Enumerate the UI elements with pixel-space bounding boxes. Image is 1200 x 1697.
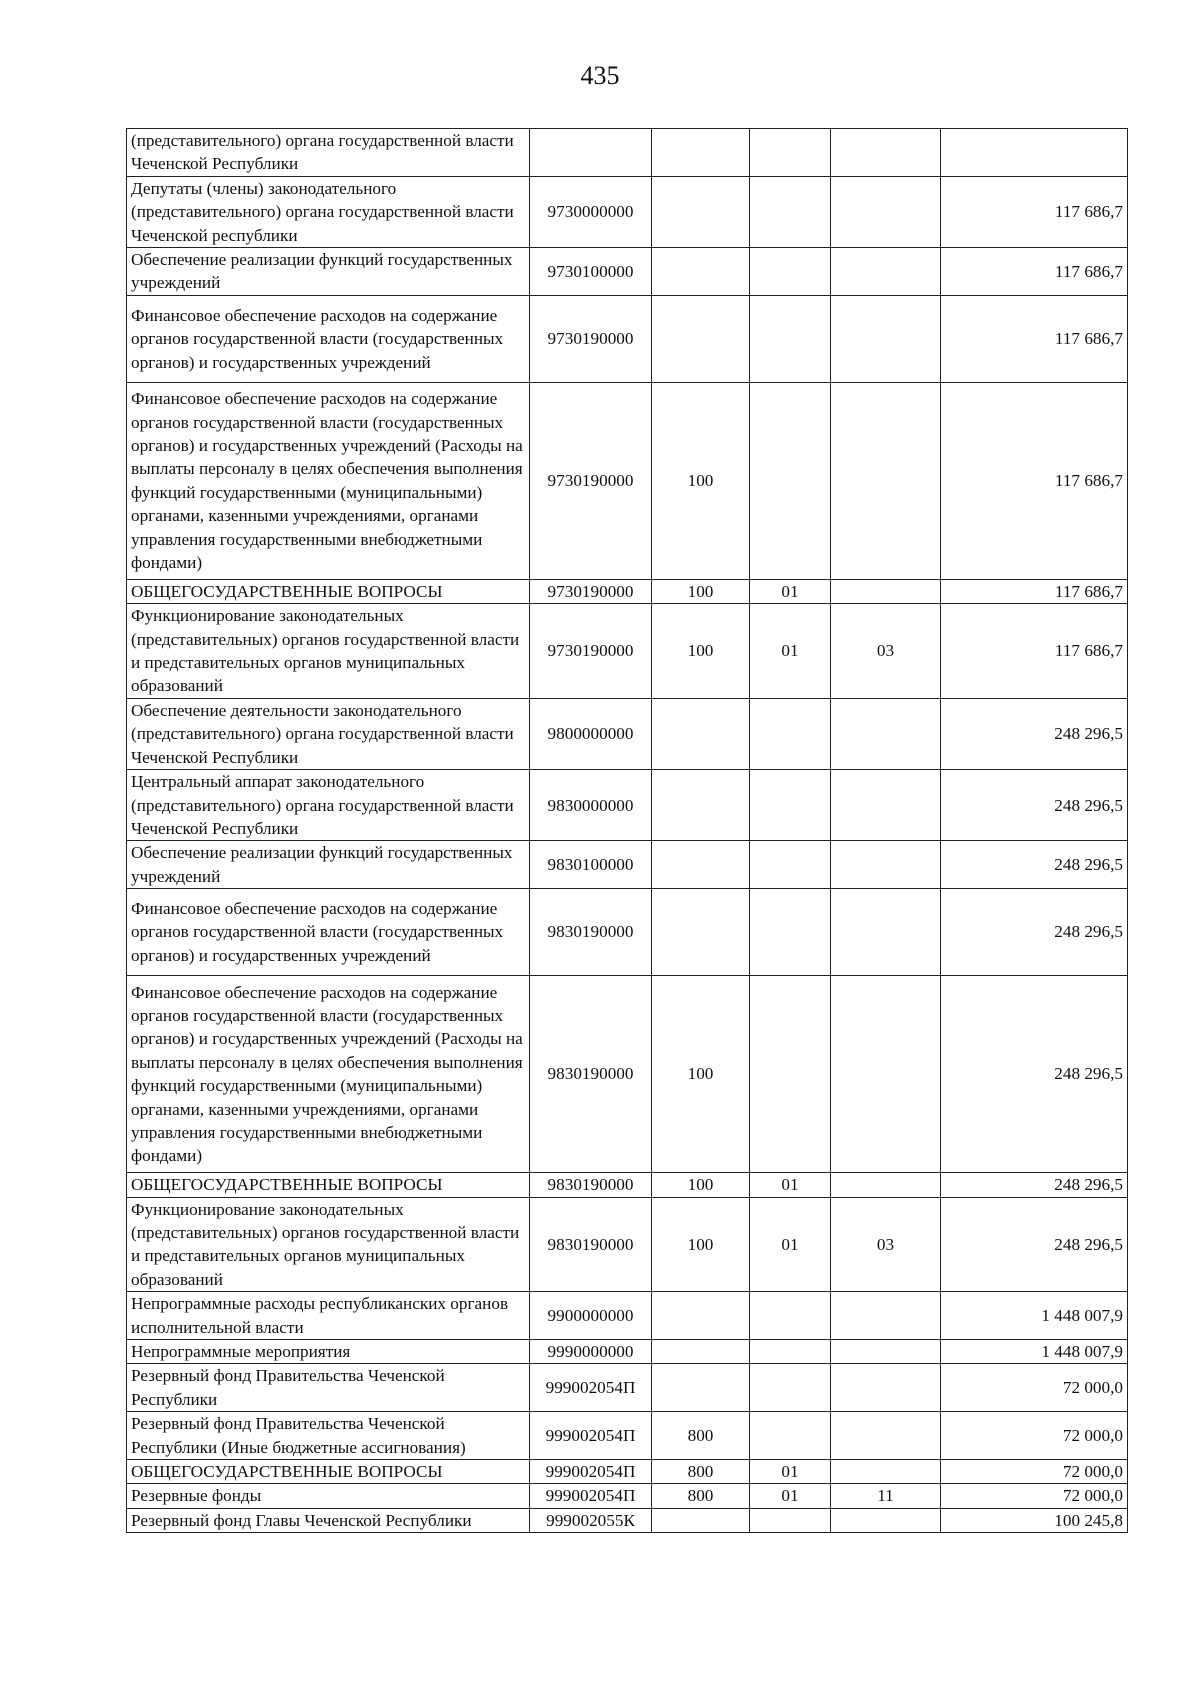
cell-name: Непрограммные расходы республиканских органов исполнительной власти <box>127 1292 530 1340</box>
cell-section: 01 <box>750 1460 831 1484</box>
cell-amount: 117 686,7 <box>941 176 1128 247</box>
cell-name: ОБЩЕГОСУДАРСТВЕННЫЕ ВОПРОСЫ <box>127 1173 530 1197</box>
cell-target-article: 9730190000 <box>530 604 652 699</box>
cell-target-article: 999002054П <box>530 1412 652 1460</box>
cell-section: 01 <box>750 1197 831 1292</box>
cell-expense-type: 100 <box>652 1197 750 1292</box>
cell-target-article: 9990000000 <box>530 1339 652 1363</box>
table-row <box>127 1484 1128 1508</box>
cell-section <box>750 976 831 1173</box>
table-row <box>127 1364 1128 1412</box>
cell-subsection <box>831 976 941 1173</box>
table-row <box>127 579 1128 603</box>
cell-name: Резервный фонд Правительства Чеченской Республики (Иные бюджетные ассигнования) <box>127 1412 530 1460</box>
cell-amount: 248 296,5 <box>941 1197 1128 1292</box>
cell-subsection <box>831 248 941 296</box>
cell-amount: 117 686,7 <box>941 604 1128 699</box>
cell-name: (представительного) органа государственной власти Чеченской Республики <box>127 129 530 177</box>
cell-subsection <box>831 770 941 841</box>
cell-section <box>750 248 831 296</box>
table-row <box>127 295 1128 382</box>
cell-expense-type <box>652 1364 750 1412</box>
cell-section <box>750 176 831 247</box>
table-row <box>127 976 1128 1173</box>
cell-section <box>750 1412 831 1460</box>
cell-amount: 248 296,5 <box>941 1173 1128 1197</box>
cell-name: Финансовое обеспечение расходов на содержание органов государственной власти (государственных органов) и государственных учреждений (Расходы на выплаты персоналу в целях обеспечения выполнения функций государственными (муниципальными) органами, казенными учреждениями, органами управления государственными внебюджетными фондами) <box>127 976 530 1173</box>
cell-target-article: 9830190000 <box>530 1197 652 1292</box>
cell-name: Функционирование законодательных (представительных) органов государственной власти и представительных органов муниципальных образований <box>127 604 530 699</box>
cell-amount: 1 448 007,9 <box>941 1339 1128 1363</box>
cell-target-article: 9830000000 <box>530 770 652 841</box>
cell-subsection: 11 <box>831 1484 941 1508</box>
table-row <box>127 248 1128 296</box>
cell-section <box>750 841 831 889</box>
cell-expense-type <box>652 1508 750 1532</box>
cell-name: Финансовое обеспечение расходов на содержание органов государственной власти (государственных органов) и государственных учреждений <box>127 889 530 976</box>
cell-subsection <box>831 382 941 579</box>
cell-target-article: 9730190000 <box>530 295 652 382</box>
table-row <box>127 698 1128 769</box>
cell-amount: 117 686,7 <box>941 579 1128 603</box>
cell-target-article: 999002054П <box>530 1484 652 1508</box>
cell-name: ОБЩЕГОСУДАРСТВЕННЫЕ ВОПРОСЫ <box>127 1460 530 1484</box>
cell-target-article <box>530 129 652 177</box>
cell-amount: 248 296,5 <box>941 889 1128 976</box>
cell-subsection <box>831 1508 941 1532</box>
cell-section <box>750 698 831 769</box>
cell-expense-type: 100 <box>652 382 750 579</box>
table-row <box>127 604 1128 699</box>
cell-section <box>750 1339 831 1363</box>
cell-amount: 248 296,5 <box>941 770 1128 841</box>
cell-amount: 72 000,0 <box>941 1364 1128 1412</box>
cell-subsection <box>831 1292 941 1340</box>
cell-amount: 72 000,0 <box>941 1484 1128 1508</box>
cell-name: Обеспечение деятельности законодательного (представительного) органа государственной власти Чеченской Республики <box>127 698 530 769</box>
cell-expense-type <box>652 770 750 841</box>
cell-target-article: 9800000000 <box>530 698 652 769</box>
cell-section: 01 <box>750 1484 831 1508</box>
cell-section <box>750 1292 831 1340</box>
cell-target-article: 9830100000 <box>530 841 652 889</box>
cell-subsection <box>831 1460 941 1484</box>
cell-name: Непрограммные мероприятия <box>127 1339 530 1363</box>
cell-expense-type <box>652 841 750 889</box>
cell-expense-type: 100 <box>652 604 750 699</box>
cell-target-article: 9730000000 <box>530 176 652 247</box>
table-row <box>127 1508 1128 1532</box>
cell-subsection <box>831 841 941 889</box>
cell-expense-type <box>652 129 750 177</box>
table-row <box>127 841 1128 889</box>
cell-section <box>750 889 831 976</box>
cell-amount: 117 686,7 <box>941 248 1128 296</box>
cell-target-article: 9730100000 <box>530 248 652 296</box>
cell-amount: 117 686,7 <box>941 295 1128 382</box>
cell-name: Финансовое обеспечение расходов на содержание органов государственной власти (государственных органов) и государственных учреждений (Расходы на выплаты персоналу в целях обеспечения выполнения функций государственными (муниципальными) органами, казенными учреждениями, органами управления государственными внебюджетными фондами) <box>127 382 530 579</box>
cell-subsection <box>831 295 941 382</box>
cell-subsection <box>831 1364 941 1412</box>
cell-subsection <box>831 1339 941 1363</box>
cell-expense-type <box>652 1292 750 1340</box>
cell-subsection <box>831 1412 941 1460</box>
cell-target-article: 9830190000 <box>530 889 652 976</box>
cell-amount: 248 296,5 <box>941 841 1128 889</box>
cell-section <box>750 770 831 841</box>
cell-name: Функционирование законодательных (представительных) органов государственной власти и представительных органов муниципальных образований <box>127 1197 530 1292</box>
table-row <box>127 176 1128 247</box>
cell-subsection: 03 <box>831 1197 941 1292</box>
table-row <box>127 770 1128 841</box>
cell-name: Резервный фонд Правительства Чеченской Республики <box>127 1364 530 1412</box>
table-row <box>127 1412 1128 1460</box>
cell-expense-type <box>652 176 750 247</box>
cell-expense-type: 100 <box>652 976 750 1173</box>
cell-target-article: 9900000000 <box>530 1292 652 1340</box>
budget-table-body <box>127 129 1128 1533</box>
cell-name: Резервный фонд Главы Чеченской Республики <box>127 1508 530 1532</box>
cell-target-article: 9830190000 <box>530 1173 652 1197</box>
table-row <box>127 1460 1128 1484</box>
table-row <box>127 1339 1128 1363</box>
cell-subsection <box>831 176 941 247</box>
cell-subsection <box>831 579 941 603</box>
cell-section <box>750 1508 831 1532</box>
cell-name: ОБЩЕГОСУДАРСТВЕННЫЕ ВОПРОСЫ <box>127 579 530 603</box>
cell-expense-type: 800 <box>652 1412 750 1460</box>
cell-section: 01 <box>750 579 831 603</box>
cell-expense-type <box>652 1339 750 1363</box>
cell-target-article: 9730190000 <box>530 382 652 579</box>
cell-subsection <box>831 698 941 769</box>
cell-target-article: 999002055К <box>530 1508 652 1532</box>
cell-amount: 72 000,0 <box>941 1412 1128 1460</box>
table-row <box>127 1173 1128 1197</box>
page-number: 435 <box>580 61 620 90</box>
cell-name: Резервные фонды <box>127 1484 530 1508</box>
table-row <box>127 1197 1128 1292</box>
cell-name: Депутаты (члены) законодательного (представительного) органа государственной власти Чеченской республики <box>127 176 530 247</box>
cell-expense-type: 800 <box>652 1460 750 1484</box>
cell-expense-type <box>652 698 750 769</box>
cell-amount: 1 448 007,9 <box>941 1292 1128 1340</box>
cell-amount: 248 296,5 <box>941 976 1128 1173</box>
cell-name: Центральный аппарат законодательного (представительного) органа государственной власти Чеченской Республики <box>127 770 530 841</box>
budget-table <box>126 128 1128 1533</box>
table-row <box>127 1292 1128 1340</box>
cell-expense-type: 100 <box>652 1173 750 1197</box>
cell-amount: 100 245,8 <box>941 1508 1128 1532</box>
cell-section: 01 <box>750 1173 831 1197</box>
cell-expense-type <box>652 889 750 976</box>
cell-expense-type: 800 <box>652 1484 750 1508</box>
cell-amount: 72 000,0 <box>941 1460 1128 1484</box>
cell-subsection <box>831 129 941 177</box>
cell-section <box>750 382 831 579</box>
cell-amount: 248 296,5 <box>941 698 1128 769</box>
cell-name: Обеспечение реализации функций государственных учреждений <box>127 841 530 889</box>
table-row <box>127 382 1128 579</box>
table-row <box>127 129 1128 177</box>
cell-section <box>750 1364 831 1412</box>
cell-target-article: 999002054П <box>530 1460 652 1484</box>
cell-section: 01 <box>750 604 831 699</box>
cell-section <box>750 129 831 177</box>
cell-subsection <box>831 1173 941 1197</box>
cell-expense-type: 100 <box>652 579 750 603</box>
cell-amount <box>941 129 1128 177</box>
table-row <box>127 889 1128 976</box>
cell-name: Финансовое обеспечение расходов на содержание органов государственной власти (государственных органов) и государственных учреждений <box>127 295 530 382</box>
cell-section <box>750 295 831 382</box>
cell-expense-type <box>652 248 750 296</box>
cell-expense-type <box>652 295 750 382</box>
cell-amount: 117 686,7 <box>941 382 1128 579</box>
cell-target-article: 9730190000 <box>530 579 652 603</box>
cell-name: Обеспечение реализации функций государственных учреждений <box>127 248 530 296</box>
cell-subsection <box>831 889 941 976</box>
cell-subsection: 03 <box>831 604 941 699</box>
cell-target-article: 9830190000 <box>530 976 652 1173</box>
cell-target-article: 999002054П <box>530 1364 652 1412</box>
